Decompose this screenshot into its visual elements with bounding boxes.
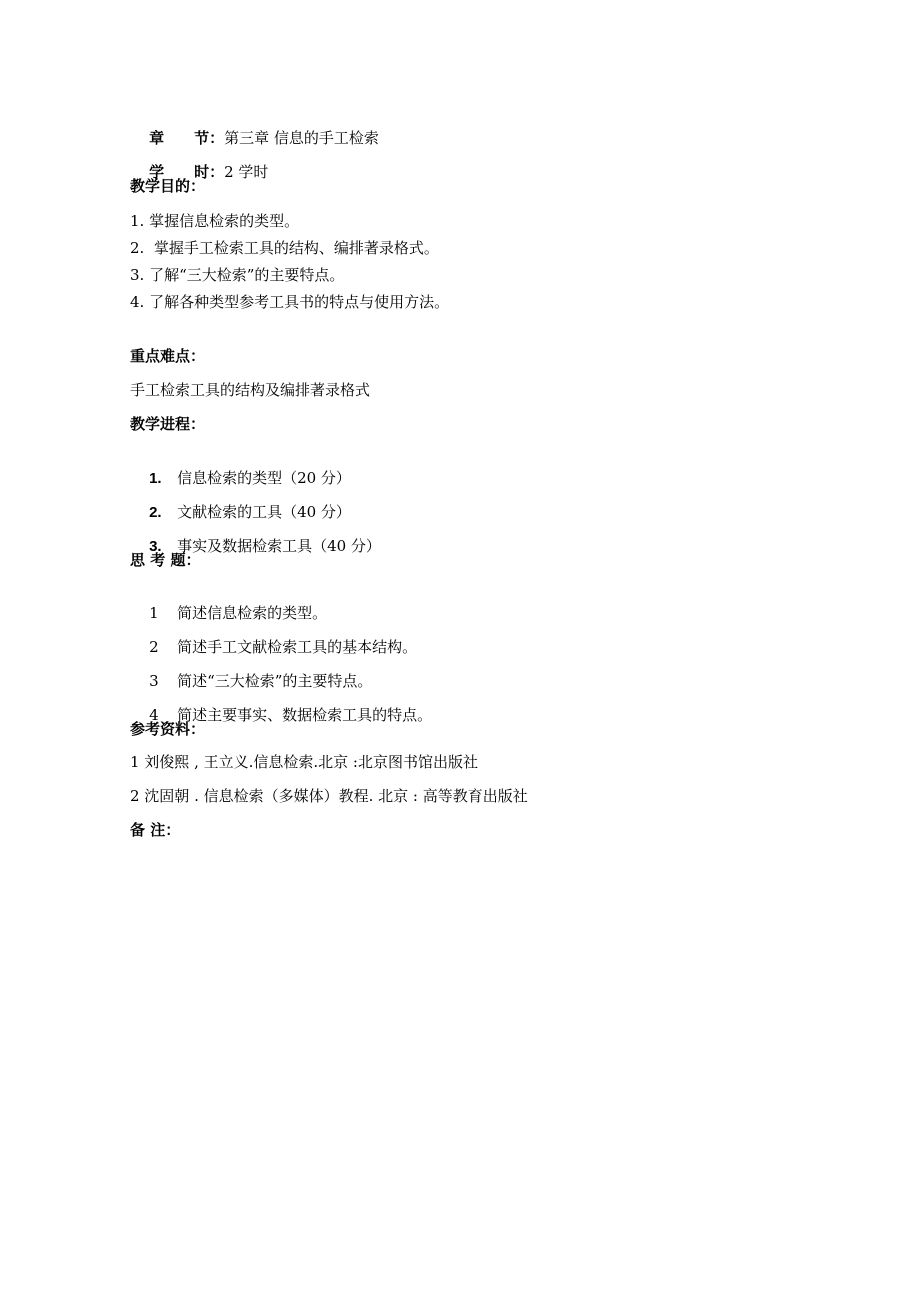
key-points-heading: 重点难点： (130, 347, 206, 365)
notes-heading: 备 注： (130, 821, 181, 839)
reference-item: 2 沈固朝 . 信息检索（多媒体）教程. 北京 : 高等教育出版社 (130, 787, 528, 805)
question-item-text: 简述信息检索的类型。 (177, 604, 328, 622)
question-item-text: 简述“三大检索”的主要特点。 (177, 672, 373, 690)
reference-item: 1 刘俊熙 , 王立义.信息检索.北京 :北京图书馆出版社 (130, 753, 478, 771)
objective-item: 4. 了解各种类型参考工具书的特点与使用方法。 (130, 293, 450, 311)
question-item-number: 2 (149, 638, 159, 656)
progress-heading: 教学进程： (130, 415, 206, 433)
objective-item: 2. 掌握手工检索工具的结构、编排著录格式。 (130, 239, 439, 257)
chapter-label: 章 节： (149, 129, 225, 147)
hours-label: 学 时： (149, 163, 225, 181)
progress-item-text: 事实及数据检索工具（40 分） (177, 537, 381, 555)
question-item-text: 简述主要事实、数据检索工具的特点。 (177, 706, 433, 724)
objective-item: 1. 掌握信息检索的类型。 (130, 212, 300, 230)
question-item-number: 3 (149, 672, 159, 690)
references-heading: 参考资料： (130, 720, 206, 738)
progress-item-number: 2. (149, 504, 162, 521)
progress-item-text: 信息检索的类型（20 分） (177, 469, 351, 487)
progress-item-number: 3. (149, 538, 162, 555)
key-points-text: 手工检索工具的结构及编排著录格式 (130, 381, 371, 399)
question-item-text: 简述手工文献检索工具的基本结构。 (177, 638, 418, 656)
objectives-heading: 教学目的： (130, 177, 206, 195)
hours-value: 2 学时 (224, 163, 269, 181)
progress-item-number: 1. (149, 470, 162, 487)
questions-heading: 思 考 题： (130, 551, 201, 569)
progress-item-text: 文献检索的工具（40 分） (177, 503, 351, 521)
question-item-number: 1 (149, 604, 159, 622)
chapter-value: 第三章 信息的手工检索 (224, 129, 379, 147)
objective-item: 3. 了解“三大检索”的主要特点。 (130, 266, 345, 284)
question-item-number: 4 (149, 706, 159, 724)
